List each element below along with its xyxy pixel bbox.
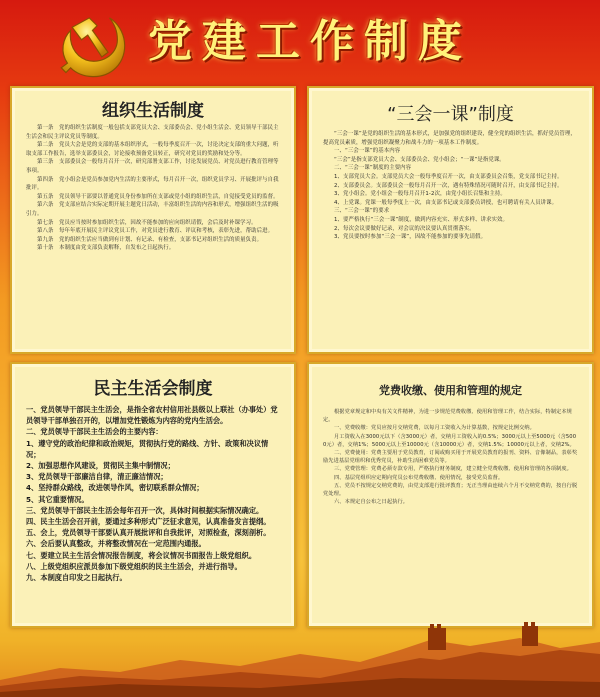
paragraph: 一、“三会一课”的基本内容 — [334, 148, 401, 155]
paragraph: 1、遵守党的政治纪律和政治规矩，贯彻执行党的路线、方针、政策和决议情况； — [26, 438, 269, 459]
paragraph: 1、支部党员大会。支部党员大会一般每季度召开一次，由支部委员会召集，党支部书记主持。 — [334, 173, 563, 180]
paragraph: 一、党费收缴：党员应按月交纳党费，以每月工资收入为计算基数，按规定比例交纳。 — [334, 425, 535, 432]
panel-title: 民主生活会制度 — [93, 379, 213, 399]
paragraph: 第二条 党员大会是党的支部的基本组织形式，一般每季度召开一次，讨论决定支部的重大问题，听取支部工作报告，选举支部委员会，讨论接收预备党员转正，研究对党员的奖励和处分等。 — [26, 142, 279, 157]
paragraph: 六、本规定自公布之日起执行。 — [334, 499, 409, 506]
paragraph: 第四条 党小组会是党员参加党内生活的主要形式，每月召开一次，组织党员学习、开展批评与自我批评。 — [26, 176, 279, 192]
panel-body — [26, 404, 282, 583]
paragraph: 3、党员要按时参加“三会一课”，因故不能参加的要事先请假。 — [334, 234, 487, 241]
paragraph: 一、党员领导干部民主生活会，是指全省农村信用社县级以上联社（办事处）党员领导干部单独召开的，以增加党性锻炼为内容的党内生活会。 — [26, 405, 278, 426]
panel-body — [323, 408, 579, 506]
paragraph: 第七条 党员应当按时参加组织生活，因故不能参加的应向组织请假，会后及时补课学习。 — [37, 219, 257, 226]
paragraph: 5、其它重要情况。 — [26, 494, 89, 504]
panel-title: “三会一课”制度 — [387, 104, 514, 125]
panel-organization-life — [10, 86, 296, 354]
paragraph: 月工资收入在3000元以下（含3000元）者，交纳月工资收入的0.5%；3000元以上至5000元（含5000元）者，交纳1%；5000元以上至10000元（含10000元）者，交纳1.5%；10000元以上者，交纳2%。 — [323, 433, 577, 448]
panel-body — [26, 124, 280, 253]
paragraph: “三会”是指支部党员大会、支部委员会、党小组会；“一课”是指党课。 — [334, 156, 505, 163]
paragraph: 4、上党课。党课一般每季度上一次，由支部书记或支部委员讲授，也可聘请有关人员讲课。 — [334, 199, 558, 206]
paragraph: 三、“三会一课”的要求 — [334, 208, 390, 215]
paragraph: 三、党员领导干部民主生活会每年召开一次，具体时间根据实际情况确定。 — [26, 505, 264, 515]
paragraph: 4、坚持群众路线，改进领导作风，密切联系群众情况； — [26, 483, 204, 493]
paragraph: 九、本制度自印发之日起执行。 — [26, 573, 127, 583]
paragraph: 八、上级党组织应派员参加下级党组织的民主生活会，并进行指导。 — [26, 561, 242, 571]
page-title: 党建工作制度 — [148, 16, 472, 67]
paragraph: 第九条 党的组织生活应当做到有计划、有记录、有检查，支部书记对组织生活的质量负责。 — [37, 236, 263, 243]
paragraph: 2、支部委员会。支部委员会一般每月召开一次，遇有特殊情况可随时召开，由支部书记主持。 — [334, 182, 563, 189]
paragraph: 六、会后要认真整改，并将整改情况在一定范围内通报。 — [26, 539, 206, 549]
panel-body — [323, 130, 579, 242]
paragraph: 四、民主生活会召开前，要通过多种形式广泛征求意见，认真准备发言提纲。 — [26, 517, 271, 527]
paragraph: 第八条 每年年底开展民主评议党员工作，对党员进行教育、评议和考核，表彰先进，帮助后进。 — [37, 228, 274, 235]
panel-three-meetings — [307, 86, 594, 354]
paragraph: 根据党章规定和中央有关文件精神，为进一步规范党费收缴、使用和管理工作，结合实际，特制定本规定。 — [323, 409, 572, 424]
panel-party-dues — [307, 362, 594, 628]
paragraph: 三、党费管理：党费必须专款专用，严格执行财务制度，建立健全党费收缴、使用和管理的各项制度。 — [334, 466, 572, 473]
paragraph: “三会一课”是党的组织生活的基本形式，是加强党的组织建设，健全党的组织生活，抓好党员管理，提高党员素质，增强党组织凝聚力和战斗力的一项基本工作制度。 — [323, 131, 576, 146]
party-emblem-icon — [55, 10, 133, 82]
paragraph: 2、加强思想作风建设，贯彻民主集中制情况； — [26, 461, 175, 471]
great-wall-decoration — [0, 620, 600, 697]
paragraph: 七、要建立民主生活会情况报告制度，将会议情况书面报告上级党组织。 — [26, 550, 257, 560]
paragraph: 二、党员领导干部民主生活会的主要内容： — [26, 427, 163, 437]
panel-democratic-life — [10, 362, 296, 628]
paragraph: 第三条 支部委员会一般每月召开一次，研究部署支部工作，讨论发展党员、对党员进行教育管理等事项。 — [26, 159, 279, 174]
paragraph: 第五条 党员领导干部要以普通党员身份参加所在支部或党小组的组织生活，自觉接受党员的监督。 — [37, 193, 279, 200]
paragraph: 第一条 党的组织生活制度一般包括支部党员大会、支部委员会、党小组生活会、党员领导干部民主生活会和民主评议党员等制度。 — [26, 125, 279, 140]
paragraph: 第六条 党支部应结合实际定期开展主题党日活动，丰富组织生活的内容和形式，增强组织生活的吸引力。 — [26, 202, 279, 217]
paragraph: 二、党费使用：党费主要用于党员教育，订阅或购买用于开展党员教育的报刊、资料、音像制品，表彰奖励先进基层党组织和优秀党员，补助生活困难党员等。 — [323, 450, 578, 465]
panel-title: 组织生活制度 — [102, 101, 204, 121]
paragraph: 第十条 本制度由党支部负责解释，自发布之日起执行。 — [37, 245, 175, 252]
paragraph: 五、党员不按规定交纳党费的，由党支部进行批评教育；无正当理由连续六个月不交纳党费的，按自行脱党处理。 — [323, 482, 578, 498]
paragraph: 二、“三会一课”制度的主要内容 — [334, 165, 412, 172]
header-banner — [0, 0, 600, 88]
paragraph: 2、每次会议要做好记录，对会议的决议要认真贯彻落实。 — [334, 225, 475, 232]
paragraph: 3、党员领导干部廉洁自律，清正廉洁情况； — [26, 472, 168, 482]
paragraph: 3、党小组会。党小组会一般每月召开1-2次，由党小组长召集和主持。 — [334, 191, 506, 198]
paragraph: 四、基层党组织应定期向党员公布党费收缴、使用情况，接受党员监督。 — [334, 474, 504, 481]
panel-title: 党费收缴、使用和管理的规定 — [379, 384, 522, 397]
paragraph: 1、要严格执行“三会一课”制度，做到内容充实、形式多样、讲求实效。 — [334, 216, 509, 223]
paragraph: 五、会上，党员领导干部要认真开展批评和自我批评，对照检查，深刻剖析。 — [26, 528, 271, 538]
